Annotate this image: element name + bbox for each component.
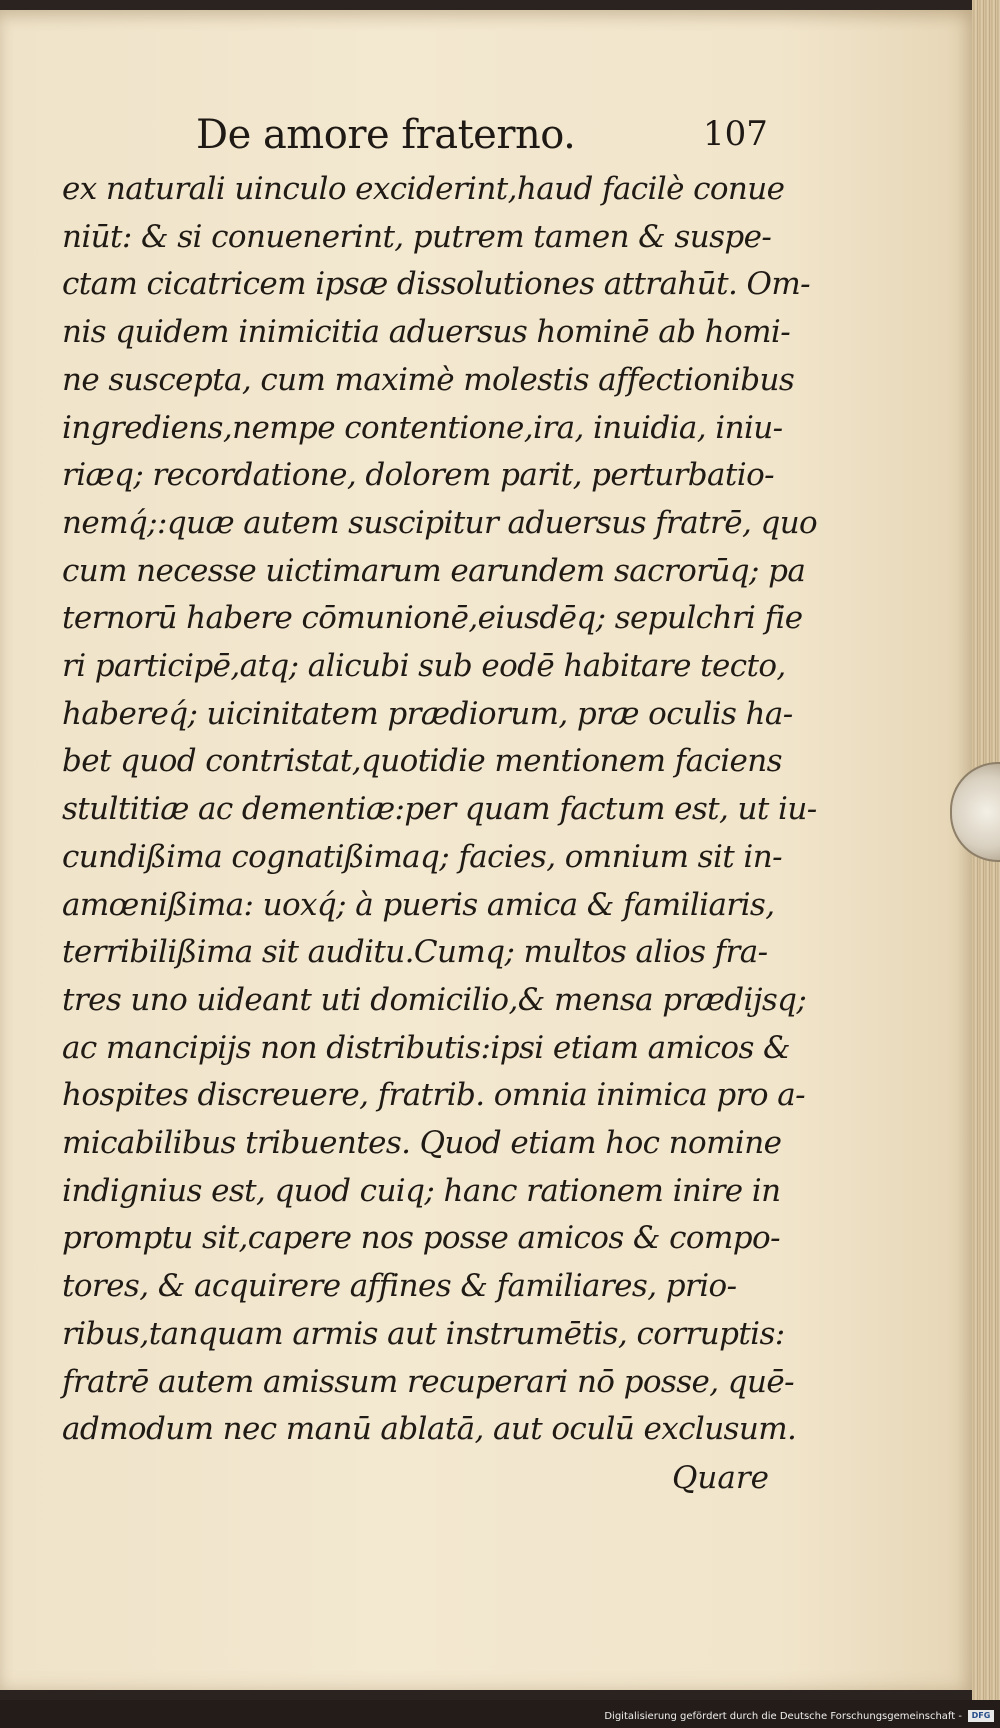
text-line: bet quod contristat,quotidie mentionem faciens [62, 743, 782, 780]
text-line: indignius est, quod cuiq; hanc rationem inire in [62, 1172, 781, 1209]
text-line: micabilibus tribuentes. Quod etiam hoc nomine [62, 1125, 782, 1162]
text-line: terribilißima sit auditu.Cumq; multos alios fra- [62, 934, 768, 971]
text-line: amœnißima: uoxq́; à pueris amica & familiaris, [62, 886, 775, 923]
text-line: ternorū habere cōmunionē,eiusdēq; sepulchri fie [62, 600, 803, 637]
text-line: promptu sit,capere nos posse amicos & compo- [62, 1220, 780, 1257]
dfg-logo: DFG [968, 1710, 994, 1722]
text-line: ex naturali uinculo exciderint,haud facilè conue [62, 171, 785, 207]
text-line: ac mancipijs non distributis:ipsi etiam amicos & [62, 1029, 791, 1066]
text-line: cundißima cognatißimaq; facies, omnium sit in- [62, 838, 782, 875]
text-line: tres uno uideant uti domicilio,& mensa prædijsq; [62, 981, 807, 1018]
text-line: habereq́; uicinitatem prædiorum, præ oculis ha- [62, 695, 793, 732]
text-line: ribus,tanquam armis aut instrumētis, corruptis: [62, 1315, 785, 1352]
text-line: ingrediens,nempe contentione,ira, inuidia, iniu- [62, 409, 783, 446]
running-title: De amore fraterno. [196, 112, 576, 158]
text-line: nis quidem inimicitia aduersus hominē ab homi- [62, 314, 791, 351]
text-line: ctam cicatricem ipsæ dissolutiones attrahūt. Om- [62, 266, 810, 303]
funding-credit: Digitalisierung gefördert durch die Deutsche Forschungsgemeinschaft - [604, 1711, 962, 1722]
text-line: hospites discreuere, fratrib. omnia inimica pro a- [62, 1077, 805, 1114]
text-line: cum necesse uictimarum earundem sacrorūq; pa [62, 552, 806, 589]
text-line: nemq́;:quæ autem suscipitur aduersus fratrē, quo [62, 504, 818, 541]
text-line: stultitiæ ac dementiæ:per quam factum est, ut iu- [62, 791, 817, 828]
text-line: fratrē autem amissum recuperari nō posse, quē- [62, 1363, 795, 1400]
page-number: 107 [703, 114, 768, 154]
body-text [62, 166, 818, 1454]
text-line: ri participē,atq; alicubi sub eodē habitare tecto, [62, 648, 786, 685]
text-line: niūt: & si conuenerint, putrem tamen & suspe- [62, 218, 772, 255]
text-line: tores, & acquirere affines & familiares, prio- [62, 1268, 737, 1305]
catchword: Quare [672, 1460, 770, 1496]
text-line: ne suscepta, cum maximè molestis affectionibus [62, 361, 795, 398]
text-line: riæq; recordatione, dolorem parit, perturbatio- [62, 457, 775, 494]
text-line: admodum nec manū ablatā, aut oculū exclusum. [62, 1411, 797, 1448]
